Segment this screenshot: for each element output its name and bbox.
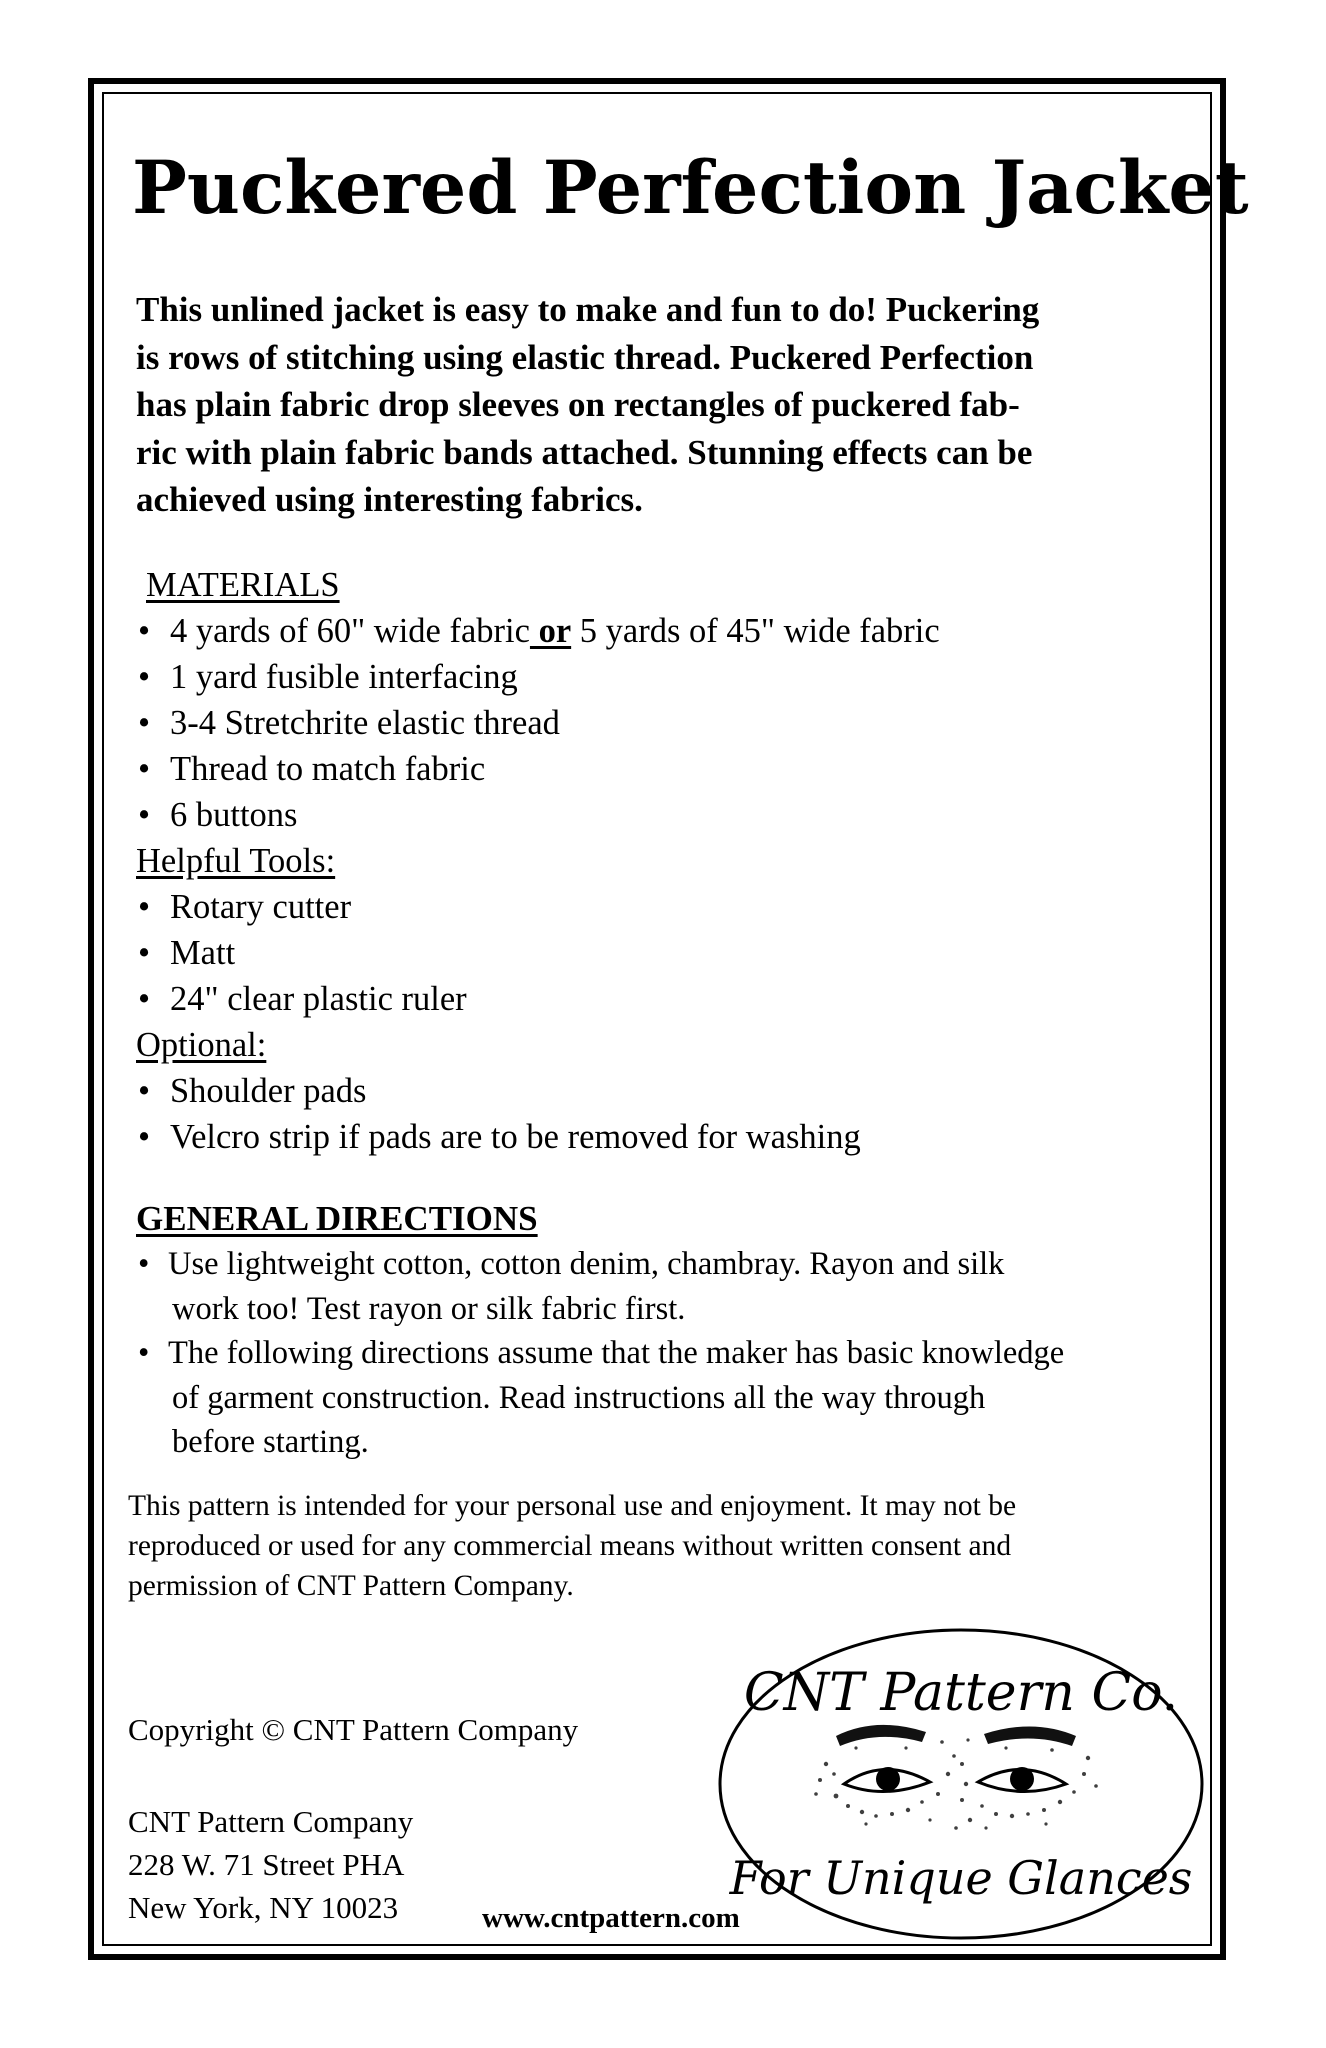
legal-line: permission of CNT Pattern Company. <box>128 1570 574 1602</box>
bullet: • <box>138 612 151 650</box>
list-item <box>136 654 1186 700</box>
list-item <box>136 884 1186 930</box>
bullet: • <box>138 1118 151 1156</box>
bullet: • <box>138 980 151 1018</box>
direction-line <box>136 1242 1196 1287</box>
bullet: • <box>138 750 151 788</box>
materials-section <box>136 562 1186 1160</box>
list-item <box>136 930 1186 976</box>
legal-notice <box>128 1486 1188 1606</box>
bullet: • <box>138 658 151 696</box>
bullet: • <box>138 1072 151 1110</box>
list-item-text: Rotary cutter <box>170 888 352 926</box>
direction-line <box>136 1331 1196 1376</box>
direction-line <box>136 1287 1196 1332</box>
direction-text: The following directions assume that the maker has basic knowledge <box>168 1335 1065 1371</box>
direction-line <box>136 1420 1196 1465</box>
list-item-text: Matt <box>170 934 236 972</box>
list-item <box>136 1068 1186 1114</box>
general-directions-heading: GENERAL DIRECTIONS <box>136 1199 538 1238</box>
list-item <box>136 746 1186 792</box>
intro-line: ric with plain fabric bands attached. Stunning effects can be <box>136 432 1033 472</box>
bullet: • <box>138 1246 150 1282</box>
direction-line <box>136 1376 1196 1421</box>
fabric-option-60: 4 yards of 60" wide fabric <box>170 612 530 650</box>
list-item-text: Velcro strip if pads are to be removed for washing <box>170 1118 861 1156</box>
list-item <box>136 976 1186 1022</box>
intro-line: has plain fabric drop sleeves on rectangles of puckered fab- <box>136 385 1020 424</box>
list-item-text: 1 yard fusible interfacing <box>170 658 518 696</box>
direction-text: before starting. <box>172 1424 369 1460</box>
list-item-text: 3-4 Stretchrite elastic thread <box>170 704 560 742</box>
list-item <box>136 608 1186 654</box>
list-item-text: Thread to match fabric <box>170 750 486 788</box>
logo-top-text: CNT Pattern Co. <box>743 1663 1179 1723</box>
intro-line: achieved using interesting fabrics. <box>136 480 643 519</box>
list-item-text <box>170 608 940 654</box>
intro-line: is rows of stitching using elastic thread. Puckered Perfection <box>136 337 1034 377</box>
helpful-tools-heading: Helpful Tools: <box>136 842 336 880</box>
or-word: or <box>529 612 572 650</box>
bullet: • <box>138 704 151 742</box>
bullet: • <box>138 934 151 972</box>
optional-heading: Optional: <box>136 1026 267 1064</box>
address-line: CNT Pattern Company <box>128 1804 414 1839</box>
legal-line: reproduced or used for any commercial means without written consent and <box>128 1530 1012 1562</box>
company-logo <box>716 1624 1206 1944</box>
logo-bottom-text: For Unique Glances <box>729 1851 1193 1905</box>
list-item-text: 6 buttons <box>170 796 298 834</box>
materials-heading: MATERIALS <box>146 566 340 604</box>
list-item <box>136 792 1186 838</box>
bullet: • <box>138 888 151 926</box>
bullet: • <box>138 796 151 834</box>
intro-line: This unlined jacket is easy to make and fun to do! Puckering <box>136 290 1040 329</box>
direction-text: Use lightweight cotton, cotton denim, chambray. Rayon and silk <box>168 1246 1005 1282</box>
general-directions-section <box>136 1196 1196 1465</box>
direction-text: of garment construction. Read instructions all the way through <box>172 1379 986 1416</box>
list-item <box>136 700 1186 746</box>
page-title: Puckered Perfection Jacket <box>132 145 1249 231</box>
company-address <box>128 1800 413 1929</box>
direction-text: work too! Test rayon or silk fabric first. <box>172 1290 686 1327</box>
website-link[interactable]: www.cntpattern.com <box>482 1902 740 1934</box>
address-line: 228 W. 71 Street PHA <box>128 1847 405 1882</box>
address-line: New York, NY 10023 <box>128 1890 399 1925</box>
list-item-text: Shoulder pads <box>170 1072 367 1110</box>
list-item <box>136 1114 1186 1160</box>
fabric-option-45: 5 yards of 45" wide fabric <box>571 612 940 650</box>
legal-line: This pattern is intended for your personal use and enjoyment. It may not be <box>128 1490 1017 1522</box>
bullet: • <box>138 1335 150 1371</box>
list-item-text: 24" clear plastic ruler <box>170 980 467 1018</box>
intro-paragraph <box>136 286 1186 524</box>
copyright-notice: Copyright © CNT Pattern Company <box>128 1712 579 1747</box>
